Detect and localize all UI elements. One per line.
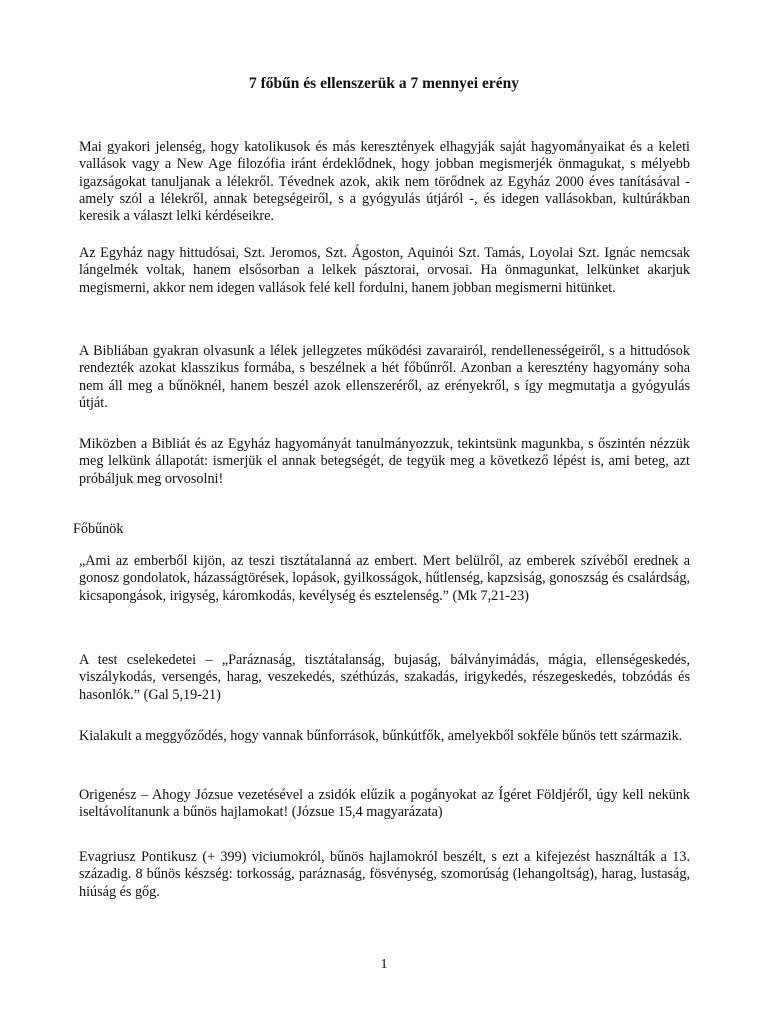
document-title: 7 főbűn és ellenszerük a 7 mennyei erény	[249, 75, 519, 92]
quote-mark-7-21: „Ami az emberből kijön, az teszi tisztátalanná az embert. Mert belülről, az emberek szívéből erednek a gonosz gondolatok, házasságtörések, lopások, gyilkosságok, hűtlenség, kapzsiság, gonoszság és csalárdság, kicsapongások, irigység, káromkodás, kevélység és esztelenség.” (Mk 7,21-23)	[79, 553, 690, 604]
paragraph-origenesz: Origenész – Ahogy Józsue vezetésével a zsidók elűzik a pogányokat az Ígéret Földjéről, úgy kell nekünk iseltávolítanunk a bűnös hajlamokat! (Józsue 15,4 magyarázata)	[79, 787, 690, 821]
intro-paragraph-1: Mai gyakori jelenség, hogy katolikusok és más keresztények elhagyják saját hagyományaikat és a keleti vallások vagy a New Age filozófia iránt érdeklődnek, hogy jobban megismerjék önmagukat, s mélyebb igazságokat tanuljanak a lélekről. Tévednek azok, akik nem törődnek az Egyház 2000 éves tanításával - amely szól a lélekről, annak betegségeiről, s a gyógyulás útjáról -, és idegen vallásokban, kultúrákban keresik a választ lelki kérdéseikre.	[79, 139, 690, 225]
intro-paragraph-3: A Bibliában gyakran olvasunk a lélek jellegzetes működési zavarairól, rendellenességeiről, s a hittudósok rendezték azokat klasszikus formába, s beszélnek a hét főbűnről. Azonban a keresztény hagyomány soha nem áll meg a bűnöknél, hanem beszél azok ellenszeréről, az erényekről, s így megmutatja a gyógyulás útját.	[79, 343, 690, 411]
intro-paragraph-4: Miközben a Bibliát és az Egyház hagyományát tanulmányozzuk, tekintsünk magunkba, s őszintén nézzük meg lelkünk állapotát: ismerjük el annak betegségét, de tegyük meg a következő lépést is, ami beteg, azt próbáljuk meg orvosolni!	[79, 436, 690, 487]
section-heading-fobunok: Főbűnök	[73, 521, 124, 537]
paragraph-evagriusz: Evagriusz Pontikusz (+ 399) viciumokról, bűnös hajlamokról beszélt, s ezt a kifejezést használták a 13. századig. 8 bűnös készség: torkosság, paráznaság, fösvénység, szomorúság (lehangoltság), harag, lustaság, hiúság és gőg.	[79, 849, 690, 900]
intro-paragraph-2: Az Egyház nagy hittudósai, Szt. Jeromos, Szt. Ágoston, Aquinói Szt. Tamás, Loyolai Szt. Ignác nemcsak lángelmék voltak, hanem elsősorban a lelkek pásztorai, orvosai. Ha önmagunkat, lelkünket akarjuk megismerni, akkor nem idegen vallások felé kell fordulni, hanem jobban megismerni hitünket.	[79, 245, 690, 296]
page-number: 1	[380, 957, 388, 972]
quote-gal-5-19: A test cselekedetei – „Paráznaság, tisztátalanság, bujaság, bálványimádás, mágia, ellenségeskedés, viszálykodás, versengés, harag, veszekedés, széthúzás, szakadás, irigykedés, részegeskedés, tobzódás és hasonlók.” (Gal 5,19-21)	[79, 652, 690, 703]
paragraph-bunforrasok: Kialakult a meggyőződés, hogy vannak bűnforrások, bűnkútfők, amelyekből sokféle bűnös tett származik.	[79, 728, 683, 744]
